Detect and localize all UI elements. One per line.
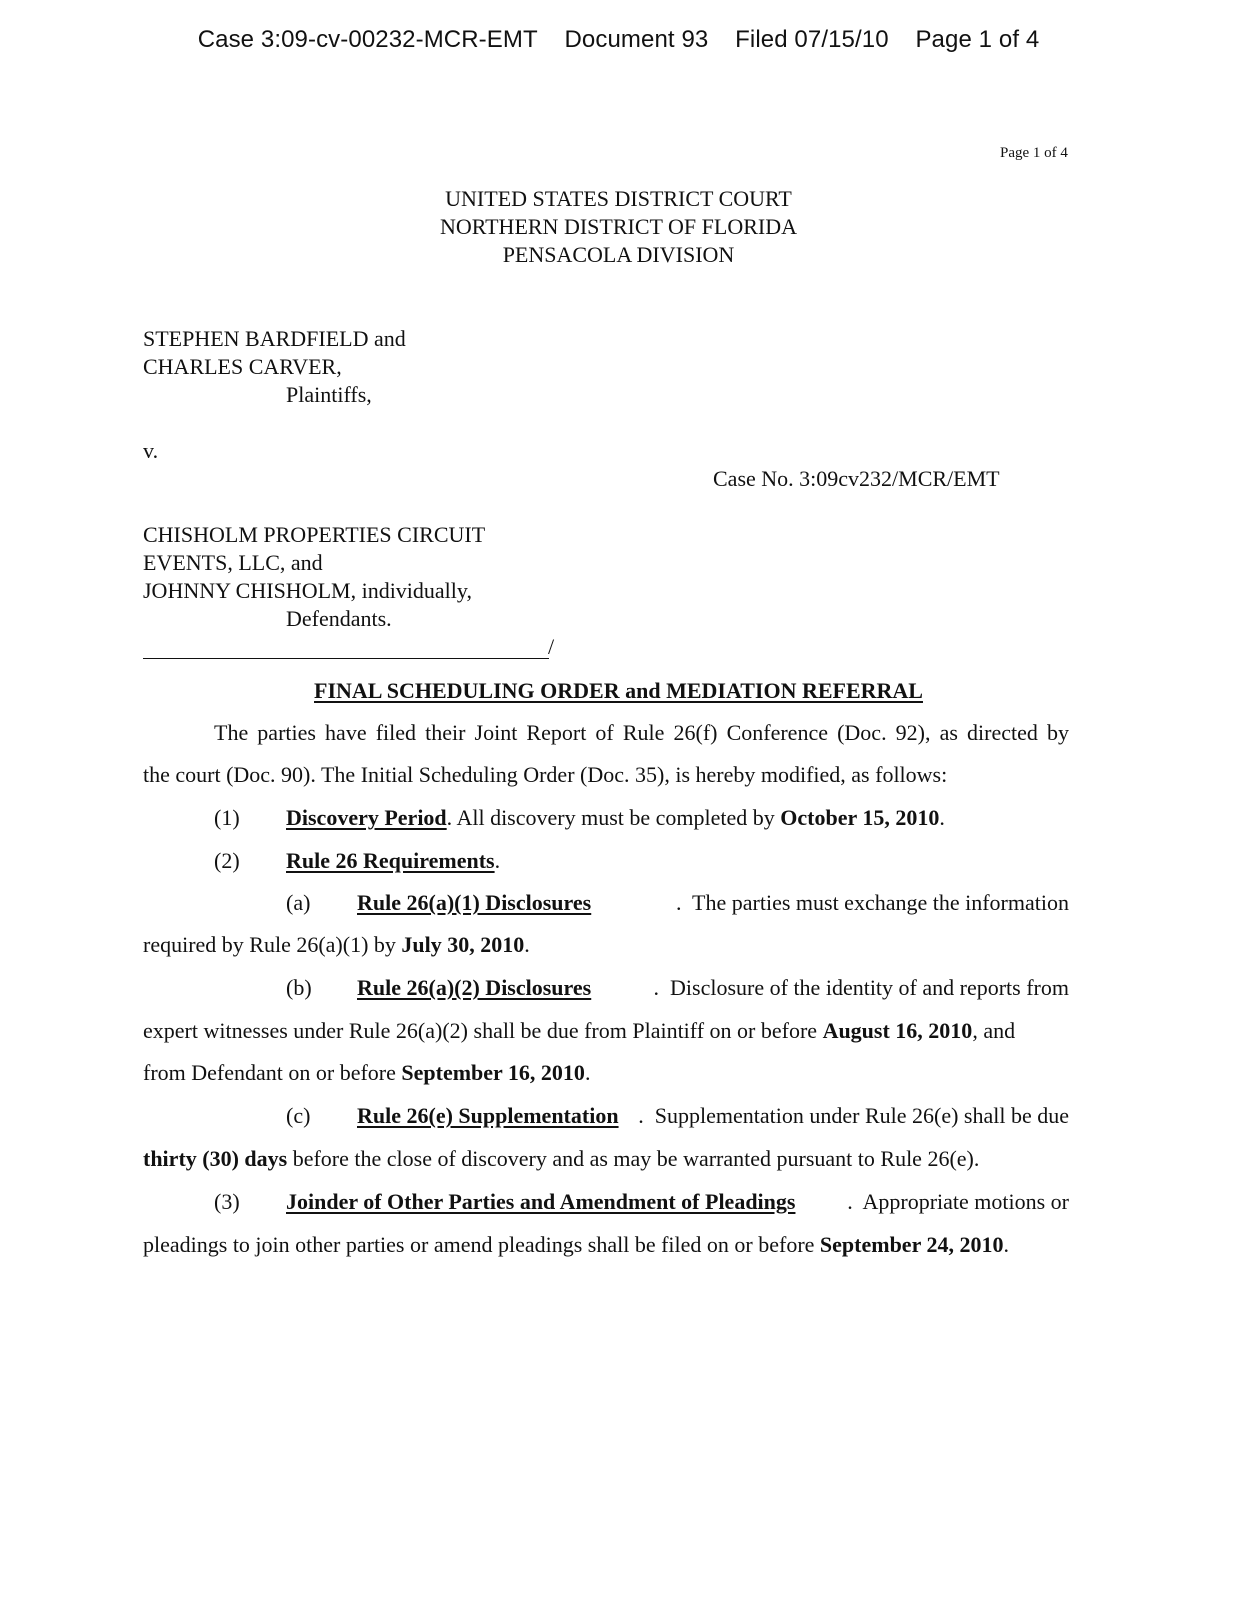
defendant-line-1: CHISHOLM PROPERTIES CIRCUIT [143, 522, 486, 547]
item-3-line-1 [286, 1189, 1069, 1215]
plaintiffs-label: Plaintiffs, [286, 382, 372, 407]
item-2 [286, 848, 500, 874]
item-3-line-2 [143, 1232, 1009, 1258]
item-b-line-2-end: , and [972, 1018, 1016, 1043]
order-title-text: FINAL SCHEDULING ORDER and MEDIATION REFERRAL [314, 678, 923, 703]
item-b-line-1 [357, 975, 1069, 1001]
court-name: UNITED STATES DISTRICT COURT [445, 186, 792, 211]
case-number: Case No. 3:09cv232/MCR/EMT [713, 466, 1000, 491]
item-b-heading: Rule 26(a)(2) Disclosures [357, 975, 592, 1000]
ecf-filing-header [0, 26, 1237, 54]
item-c-text: . Supplementation under Rule 26(e) shall be due [638, 1103, 1069, 1128]
item-3-line-2-text: pleadings to join other parties or amend pleadings shall be filed on or before [143, 1232, 820, 1257]
page-label: Page 1 of 4 [1000, 145, 1068, 161]
defendant-line-2: EVENTS, LLC, and [143, 550, 323, 575]
caption-slash: / [548, 634, 555, 659]
item-b-date-2: September 16, 2010 [401, 1060, 585, 1085]
plaintiff-line-1: STEPHEN BARDFIELD and [143, 326, 406, 351]
item-b-number: (b) [286, 975, 312, 1000]
item-a-number: (a) [286, 890, 311, 915]
ecf-case-number: Case 3:09-cv-00232-MCR-EMT [197, 26, 538, 53]
item-c-line-2 [143, 1146, 979, 1172]
item-c-heading: Rule 26(e) Supplementation [357, 1103, 619, 1128]
plaintiff-line-2: CHARLES CARVER, [143, 354, 342, 379]
item-b-end: . [584, 1060, 591, 1085]
item-a-line-1 [357, 890, 1069, 916]
item-a-line-2 [143, 932, 530, 958]
ecf-document-number: Document 93 [564, 26, 709, 53]
court-district: NORTHERN DISTRICT OF FLORIDA [439, 214, 798, 239]
item-1 [286, 805, 945, 831]
intro-line-2: the court (Doc. 90). The Initial Scheduling Order (Doc. 35), is hereby modified, as follows: [143, 762, 948, 787]
item-2-end: . [494, 848, 501, 873]
item-a-heading: Rule 26(a)(1) Disclosures [357, 890, 592, 915]
item-1-number: (1) [214, 805, 240, 830]
ecf-page-number: Page 1 of 4 [915, 26, 1040, 53]
item-b-line-2-text: expert witnesses under Rule 26(a)(2) shall be due from Plaintiff on or before [143, 1018, 823, 1043]
item-a-text: . The parties must exchange the information [675, 890, 1069, 915]
item-a-date: July 30, 2010 [401, 932, 525, 957]
item-b-date-1: August 16, 2010 [822, 1018, 973, 1043]
item-3-heading: Joinder of Other Parties and Amendment of Pleadings [286, 1189, 796, 1214]
item-c-line-2-text: before the close of discovery and as may be warranted pursuant to Rule 26(e). [287, 1146, 980, 1171]
versus: v. [143, 438, 159, 463]
item-c-number: (c) [286, 1103, 311, 1128]
ecf-filed-date: Filed 07/15/10 [735, 26, 889, 53]
item-2-heading: Rule 26 Requirements [286, 848, 495, 873]
caption-divider-line [143, 658, 549, 659]
item-3-number: (3) [214, 1189, 240, 1214]
item-c-bold: thirty (30) days [143, 1146, 288, 1171]
item-b-line-3 [143, 1060, 590, 1086]
item-1-date: October 15, 2010 [780, 805, 940, 830]
defendant-line-3: JOHNNY CHISHOLM, individually, [143, 578, 472, 603]
item-2-number: (2) [214, 848, 240, 873]
item-a-line-2-text: required by Rule 26(a)(1) by [143, 932, 402, 957]
intro-line-1: The parties have filed their Joint Report of Rule 26(f) Conference (Doc. 92), as directed by [214, 720, 1069, 745]
court-division: PENSACOLA DIVISION [502, 242, 735, 267]
item-b-line-3-text: from Defendant on or before [143, 1060, 402, 1085]
item-c-line-1 [357, 1103, 1069, 1129]
item-1-end: . [939, 805, 945, 830]
item-1-heading: Discovery Period [286, 805, 447, 830]
item-a-end: . [524, 932, 530, 957]
item-b-text: . Disclosure of the identity of and reports from [653, 975, 1069, 1000]
item-3-end: . [1003, 1232, 1009, 1257]
defendants-label: Defendants. [286, 606, 392, 631]
item-3-date: September 24, 2010 [819, 1232, 1004, 1257]
order-title [0, 678, 1237, 704]
item-b-line-2 [143, 1018, 1069, 1044]
item-1-text: . All discovery must be completed by [446, 805, 781, 830]
item-3-text: . Appropriate motions or [847, 1189, 1069, 1214]
